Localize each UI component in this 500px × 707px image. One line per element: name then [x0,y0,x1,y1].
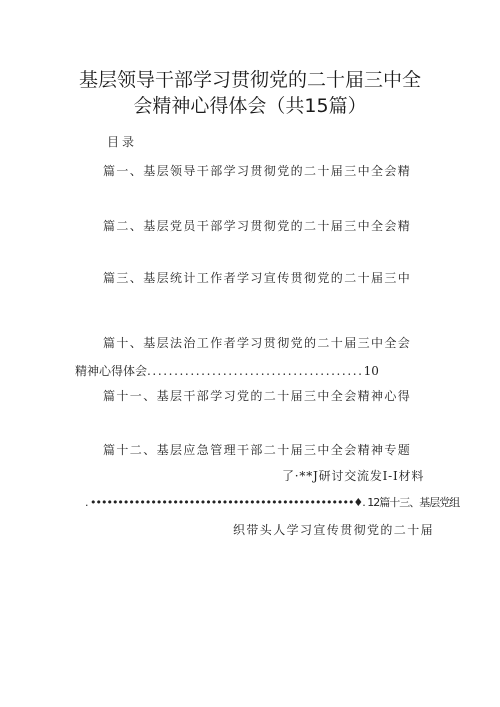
toc-entry: 篇三、基层统计工作者学习宣传贯彻党的二十届三中 [103,271,412,285]
toc-entry-continuation: 了·**J研讨交流发I-I材料 [282,469,425,483]
toc-entry-continuation: 织带头人学习宣传贯彻党的二十届 [233,523,435,537]
toc-entry-continuation [75,363,379,379]
document-title-line-1: 基层领导干部学习贯彻党的二十届三中全 [78,69,421,91]
toc-entry: 篇二、基层党员干部学习贯彻党的二十届三中全会精 [103,219,412,233]
toc-dot-leader: ........................................ [147,364,364,378]
toc-entry: 篇一、基层领导干部学习贯彻党的二十届三中全会精 [103,164,412,178]
toc-entry: 篇十二、基层应急管理干部二十届三中全会精神专题 [103,443,412,457]
toc-page-number: 10 [363,364,379,378]
toc-entry-garbled-line: . ••••••••••••••••••••••••••••••••••••••••••••••••♦. 12篇十三、基层党组 [85,496,460,509]
toc-entry: 篇十一、基层干部学习党的二十届三中全会精神心得 [103,389,412,403]
toc-entry-text: 精神心得体会 [75,364,148,378]
document-title-line-2: 会精神心得体会（共15篇） [133,95,367,117]
toc-entry: 篇十、基层法治工作者学习贯彻党的二十届三中全会 [103,336,412,350]
toc-heading: 目录 [107,135,138,149]
